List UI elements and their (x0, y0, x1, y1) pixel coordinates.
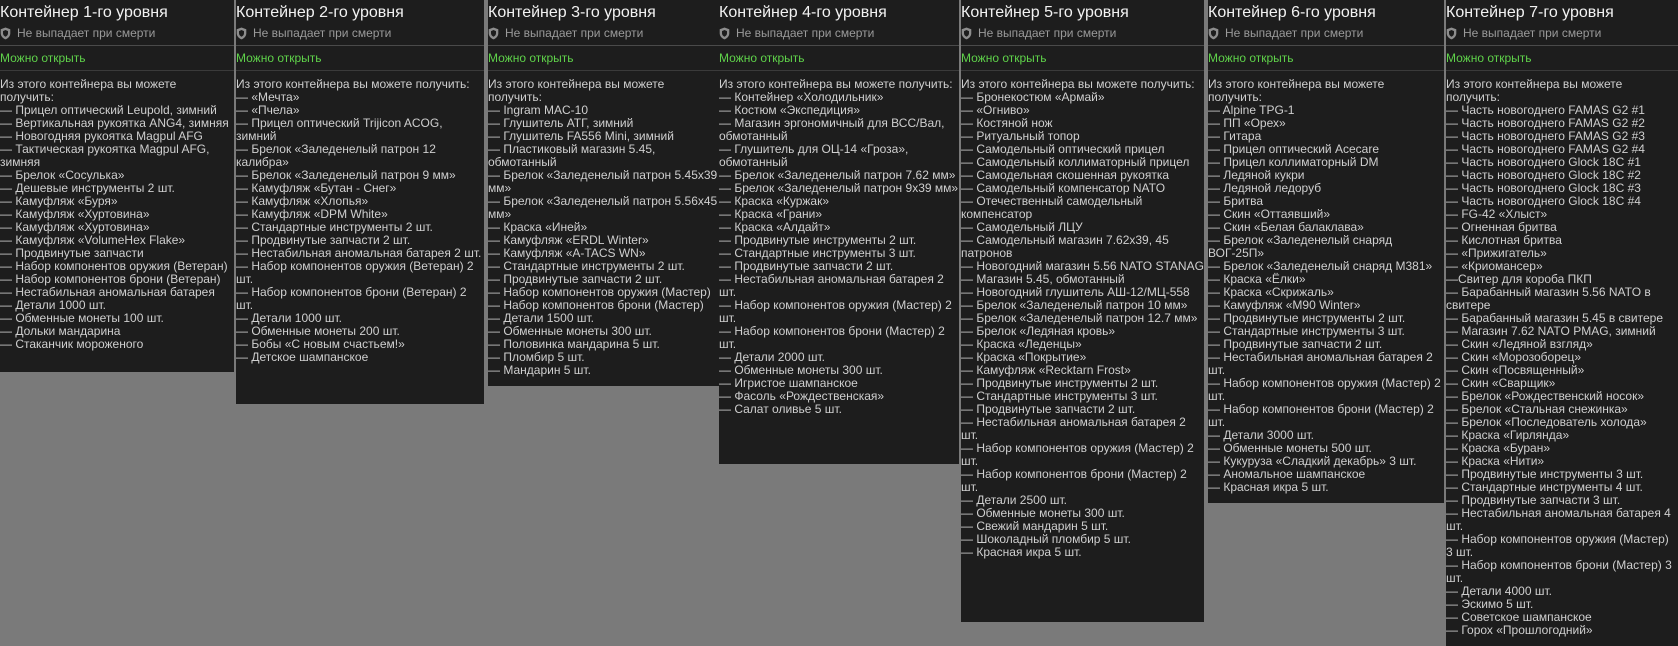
drop-list-item: — Советское шампанское (1446, 610, 1592, 624)
drop-list-item: — Обменные монеты 300 шт. (719, 363, 883, 377)
drop-list-item: — Костюм «Экспедиция» (719, 103, 860, 117)
drop-list-item: — Брелок «Заледенелый патрон 10 мм» (961, 298, 1188, 312)
open-status: Можно открыть (0, 51, 86, 65)
drop-list-item: — «Огниво» (961, 103, 1030, 117)
drop-list-item: — Самодельный ЛЦУ (961, 220, 1083, 234)
drop-list-item: — Продвинутые инструменты 3 шт. (1446, 467, 1644, 481)
drop-list-item: — Краска «Гирлянда» (1446, 428, 1570, 442)
drop-list-item: — Набор компонентов брони (Ветеран) (0, 272, 221, 286)
drop-list-item: — Скин «Посвященный» (1446, 363, 1585, 377)
drop-list-item: — Набор компонентов брони (Мастер) 2 шт. (719, 324, 945, 351)
drop-list-item: — Вертикальная рукоятка ANG4, зимняя (0, 116, 229, 130)
drop-list-item: — Краска «Куржак» (719, 194, 830, 208)
drop-list-item: — Камуфляж «A-TACS WN» (488, 246, 646, 260)
drop-list-item: — Магазин эргономичный для ВСС/Вал, обмотанный (719, 116, 945, 143)
drop-list-item: — Брелок «Сосулька» (0, 168, 125, 182)
open-status: Можно открыть (961, 51, 1047, 65)
drop-list-item: — Камуфляж «Хуртовина» (0, 220, 150, 234)
drop-list-item: — Продвинутые запчасти 2 шт. (488, 272, 663, 286)
tier-subtitle: Не выпадает при смерти (978, 26, 1117, 40)
drop-list-item: — «Криомансер» (1446, 259, 1543, 273)
drop-list-item: — Брелок «Заледенелый снаряд M381» (1208, 259, 1433, 273)
divider (488, 70, 720, 71)
drop-list-item: — Скин «Морозоборец» (1446, 350, 1582, 364)
tier-subtitle-row (488, 26, 720, 40)
drop-list (236, 91, 484, 364)
drop-list-item: — Пластиковый магазин 5.45, обмотанный (488, 142, 656, 169)
drop-list-item: — Скин «Ледяной взгляд» (1446, 337, 1593, 351)
drop-list-item: — Часть новогоднего Glock 18C #1 (1446, 155, 1641, 169)
drop-list-item: — Контейнер «Холодильник» (719, 90, 884, 104)
drops-description: Из этого контейнера вы можете получить: (1446, 77, 1623, 104)
drop-list-item: — Набор компонентов оружия (Мастер) 3 шт. (1446, 532, 1669, 559)
drop-list-item: — Прицел оптический Trijicon ACOG, зимний (236, 116, 443, 143)
drop-list-item: — Брелок «Заледенелый снаряд ВОГ-25П» (1208, 233, 1393, 260)
drops-description: Из этого контейнера вы можете получить: (1208, 77, 1385, 104)
drop-list-item: — Новогодняя рукоятка Magpul AFG (0, 129, 203, 143)
drop-list-item: — Краска «Буран» (1446, 441, 1550, 455)
drop-list-item: — Камуфляж «Хлопья» (236, 194, 369, 208)
divider (961, 70, 1204, 71)
drop-list (488, 104, 720, 377)
drop-list-item: — Обменные монеты 300 шт. (488, 324, 652, 338)
drop-list-item: — Камуфляж «ERDL Winter» (488, 233, 649, 247)
tier-subtitle-row (719, 26, 959, 40)
drop-list-item: — Ingram MAC-10 (488, 103, 589, 117)
drop-list-item: — Бритва (1208, 194, 1263, 208)
drop-list-item: — Продвинутые запчасти 2 шт. (1208, 337, 1383, 351)
drop-list-item: — Красная икра 5 шт. (1208, 480, 1329, 494)
drop-list-item: — Отечественный самодельный компенсатор (961, 194, 1143, 221)
drop-list-item: — Фасоль «Рождественская» (719, 389, 885, 403)
drops-description: Из этого контейнера вы можете получить: (719, 77, 953, 91)
shield-icon (1208, 27, 1219, 40)
drops-description: Из этого контейнера вы можете получить: (488, 77, 665, 104)
drop-list-item: — Краска «Скрижаль» (1208, 285, 1334, 299)
drop-list-item: — «Прижигатель» (1446, 246, 1547, 260)
drop-list-item: — Набор компонентов брони (Мастер) 2 шт. (1208, 402, 1434, 429)
drop-list-item: — Камуфляж «M90 Winter» (1208, 298, 1361, 312)
drop-list-item: — Самодельный магазин 7.62x39, 45 патронов (961, 233, 1169, 260)
drop-list-item: — Набор компонентов оружия (Ветеран) 2 шт. (236, 259, 474, 286)
drop-list-item: — Краска «Леденцы» (961, 337, 1082, 351)
drop-list-item: — Продвинутые запчасти 2 шт. (961, 402, 1136, 416)
open-status: Можно открыть (236, 51, 322, 65)
container-tier-2-panel (236, 0, 484, 404)
drop-list-item: — Стандартные инструменты 2 шт. (236, 220, 433, 234)
drop-list-item: — Обменные монеты 500 шт. (1208, 441, 1372, 455)
drop-list-item: — Свежий мандарин 5 шт. (961, 519, 1109, 533)
drop-list-item: — Скин «Белая балаклава» (1208, 220, 1364, 234)
drop-list-item: — Обменные монеты 100 шт. (0, 311, 164, 325)
drop-list-item: — Магазин 7.62 NATO PMAG, зимний (1446, 324, 1656, 338)
tier-subtitle-row (1208, 26, 1444, 40)
drop-list-item: — Пломбир 5 шт. (488, 350, 585, 364)
drop-list-item: — Брелок «Последователь холода» (1446, 415, 1647, 429)
tier-subtitle: Не выпадает при смерти (253, 26, 392, 40)
tier-subtitle-row (1446, 26, 1678, 40)
drop-list-item: — Краска «Покрытие» (961, 350, 1087, 364)
tier-title: Контейнер 2-го уровня (236, 4, 404, 21)
drop-list-item: — Прицел оптический Leupold, зимний (0, 103, 217, 117)
drop-list-item: — Alpine TPG-1 (1208, 103, 1295, 117)
drop-list-item: — Стандартные инструменты 3 шт. (719, 246, 916, 260)
drop-list-item: — Брелок «Рождественский носок» (1446, 389, 1645, 403)
drop-list-item: — Нестабильная аномальная батарея 4 шт. (1446, 506, 1671, 533)
drop-list-item: — Дешевые инструменты 2 шт. (0, 181, 175, 195)
tier-header (1446, 0, 1678, 40)
drop-list-item: — Прицел коллиматорный DM (1208, 155, 1379, 169)
tier-header (488, 0, 720, 40)
container-tier-6-panel (1208, 0, 1444, 503)
drop-list-item: — Нестабильная аномальная батарея 2 шт. (961, 415, 1186, 442)
drop-list-item: — Гитара (1208, 129, 1262, 143)
drop-list (719, 91, 959, 416)
drop-list-item: — Детали 1000 шт. (0, 298, 106, 312)
open-status: Можно открыть (488, 51, 574, 65)
tier-title: Контейнер 1-го уровня (0, 4, 168, 21)
drop-list-item: — Камуфляж «Хуртовина» (0, 207, 150, 221)
tier-header (961, 0, 1204, 40)
drop-list-item: — Продвинутые запчасти 3 шт. (1446, 493, 1621, 507)
open-status: Можно открыть (1446, 51, 1532, 65)
drop-list-item: — Обменные монеты 300 шт. (961, 506, 1125, 520)
drop-list-item: — Игристое шампанское (719, 376, 858, 390)
drop-list-item: — Детали 4000 шт. (1446, 584, 1552, 598)
drop-list-item: — Детали 2500 шт. (961, 493, 1067, 507)
shield-icon (236, 27, 247, 40)
divider (1208, 70, 1444, 71)
drop-list-item: — Красная икра 5 шт. (961, 545, 1082, 559)
drop-list-item: — Ритуальный топор (961, 129, 1080, 143)
drop-list-item: — Часть новогоднего Glock 18C #3 (1446, 181, 1641, 195)
drop-list-item: — Продвинутые запчасти (0, 246, 144, 260)
drop-list-item: — Стандартные инструменты 3 шт. (1208, 324, 1405, 338)
drop-list-item: — Половинка мандарина 5 шт. (488, 337, 660, 351)
open-status: Можно открыть (719, 51, 805, 65)
tier-title: Контейнер 6-го уровня (1208, 4, 1376, 21)
drop-list-item: — Кислотная бритва (1446, 233, 1562, 247)
drop-list-item: — Прицел оптический Acecare (1208, 142, 1379, 156)
drop-list-item: — Продвинутые инструменты 2 шт. (961, 376, 1159, 390)
drop-list-item: — Набор компонентов оружия (Мастер) 2 шт. (719, 298, 952, 325)
tier-subtitle-row (236, 26, 484, 40)
tier-subtitle: Не выпадает при смерти (17, 26, 156, 40)
drop-list-item: — Обменные монеты 200 шт. (236, 324, 400, 338)
drop-list-item: — Детали 1000 шт. (236, 311, 342, 325)
drop-list-item: — Самодельная скошенная рукоятка (961, 168, 1170, 182)
drop-list-item: — Барабанный магазин 5.56 NATO в свитере (1446, 285, 1651, 312)
drop-list-item: — Самодельный коллиматорный прицел (961, 155, 1190, 169)
tier-subtitle: Не выпадает при смерти (1463, 26, 1602, 40)
tier-header (1208, 0, 1444, 40)
drop-list-item: — Глушитель для ОЦ-14 «Гроза», обмотанный (719, 142, 909, 169)
drop-list-item: — Набор компонентов оружия (Мастер) (488, 285, 711, 299)
drop-list-item: — Набор компонентов брони (Мастер) 2 шт. (961, 467, 1187, 494)
drop-list-item: — Аномальное шампанское (1208, 467, 1366, 481)
drop-list-item: — Самодельный компенсатор NATO (961, 181, 1166, 195)
drop-list-item: — Нестабильная аномальная батарея 2 шт. (1208, 350, 1433, 377)
drop-list-item: — Кукуруза «Сладкий декабрь» 3 шт. (1208, 454, 1417, 468)
drop-list-item: — Брелок «Заледенелый патрон 12.7 мм» (961, 311, 1198, 325)
drop-list (961, 91, 1204, 559)
shield-icon (961, 27, 972, 40)
divider (1446, 70, 1678, 71)
drop-list-item: — Детали 1500 шт. (488, 311, 594, 325)
drop-list-item: — Дольки мандарина (0, 324, 121, 338)
drop-list-item: — Краска «Нити» (1446, 454, 1545, 468)
drop-list-item: — Продвинутые инструменты 2 шт. (719, 233, 917, 247)
container-tier-7-panel (1446, 0, 1678, 646)
drop-list-item: — Барабанный магазин 5.45 в свитере (1446, 311, 1664, 325)
drop-list-item: — Брелок «Заледенелый патрон 5.45x39 мм» (488, 168, 718, 195)
drop-list-item: — Брелок «Заледенелый патрон 9 мм» (236, 168, 456, 182)
container-tier-4-panel (719, 0, 959, 464)
drop-list-item: — Часть новогоднего FAMAS G2 #4 (1446, 142, 1645, 156)
drop-list-item: — Новогодний глушитель АШ-12/МЦ-558 (961, 285, 1190, 299)
tier-title: Контейнер 3-го уровня (488, 4, 656, 21)
drop-list-item: — Краска «Ёлки» (1208, 272, 1306, 286)
drop-list-item: — Скин «Оттаявший» (1208, 207, 1331, 221)
drop-list-item: — Мандарин 5 шт. (488, 363, 591, 377)
drops-description: Из этого контейнера вы можете получить: (236, 77, 470, 91)
drop-list-item: — Глушитель АТГ, зимний (488, 116, 634, 130)
drop-list-item: — Ледяной ледоруб (1208, 181, 1322, 195)
shield-icon (719, 27, 730, 40)
drop-list-item: — Детали 2000 шт. (719, 350, 825, 364)
tier-subtitle: Не выпадает при смерти (1225, 26, 1364, 40)
container-tier-3-panel (488, 0, 720, 386)
drop-list-item: — Брелок «Стальная снежинка» (1446, 402, 1628, 416)
drop-list-item: — Часть новогоднего Glock 18C #2 (1446, 168, 1641, 182)
drop-list-item: —Свитер для короба ПКП (1446, 272, 1592, 286)
drops-description: Из этого контейнера вы можете получить: (961, 77, 1195, 91)
drop-list-item: — Горох «Прошлогодний» (1446, 623, 1593, 637)
drop-list-item: — Часть новогоднего FAMAS G2 #2 (1446, 116, 1645, 130)
drop-list-item: — Огненная бритва (1446, 220, 1557, 234)
drop-list-item: — Бобы «С новым счастьем!» (236, 337, 405, 351)
drop-list-item: — Камуфляж «Буря» (0, 194, 118, 208)
drop-list-item: — Брелок «Заледенелый патрон 5.56x45 мм» (488, 194, 718, 221)
drop-list-item: — Брелок «Заледенелый патрон 9x39 мм» (719, 181, 959, 195)
drop-list-item: — Костяной нож (961, 116, 1053, 130)
divider (719, 70, 959, 71)
drop-list-item: — Бронекостюм «Армай» (961, 90, 1105, 104)
drop-list-item: — Камуфляж «VolumeHex Flake» (0, 233, 186, 247)
drop-list-item: — Брелок «Заледенелый патрон 12 калибра» (236, 142, 436, 169)
drop-list-item: — Краска «Иней» (488, 220, 588, 234)
drop-list-item: — Детское шампанское (236, 350, 369, 364)
drop-list-item: — Набор компонентов брони (Ветеран) 2 шт. (236, 285, 467, 312)
drop-list-item: — Скин «Сварщик» (1446, 376, 1556, 390)
drop-list-item: — Стаканчик мороженого (0, 337, 144, 351)
drop-list-item: — Шоколадный пломбир 5 шт. (961, 532, 1131, 546)
drop-list-item: — Продвинутые запчасти 2 шт. (236, 233, 411, 247)
drop-list-item: — Набор компонентов оружия (Мастер) 2 шт. (961, 441, 1194, 468)
tier-title: Контейнер 7-го уровня (1446, 4, 1614, 21)
tier-header (0, 0, 234, 40)
drops-description: Из этого контейнера вы можете получить: (0, 77, 177, 104)
drop-list-item: — Брелок «Заледенелый патрон 7.62 мм» (719, 168, 956, 182)
drop-list-item: — Нестабильная аномальная батарея 2 шт. (719, 272, 944, 299)
tier-title: Контейнер 5-го уровня (961, 4, 1129, 21)
drop-list-item: — Самодельный оптический прицел (961, 142, 1165, 156)
tier-subtitle-row (0, 26, 234, 40)
drop-list-item: — Набор компонентов оружия (Ветеран) (0, 259, 228, 273)
shield-icon (488, 27, 499, 40)
drop-list-item: — Камуфляж «DPM White» (236, 207, 388, 221)
drop-list-item: — Часть новогоднего Glock 18C #4 (1446, 194, 1641, 208)
drop-list-item: — Эскимо 5 шт. (1446, 597, 1534, 611)
drop-list-item: — Стандартные инструменты 2 шт. (488, 259, 685, 273)
drop-list-item: — Стандартные инструменты 3 шт. (961, 389, 1158, 403)
drop-list-item: — Ледяной кукри (1208, 168, 1305, 182)
drop-list-item: — Новогодний магазин 5.56 NATO STANAG (961, 259, 1204, 273)
drop-list-item: — Детали 3000 шт. (1208, 428, 1314, 442)
drop-list-item: — Камуфляж «Recktarn Frost» (961, 363, 1131, 377)
drop-list-item: — «Пчела» (236, 103, 300, 117)
tier-header (236, 0, 484, 40)
drop-list-item: — Продвинутые инструменты 2 шт. (1208, 311, 1406, 325)
drop-list-item: — «Мечта» (236, 90, 300, 104)
shield-icon (1446, 27, 1457, 40)
drop-list-item: — Нестабильная аномальная батарея (0, 285, 215, 299)
drop-list-item: — Набор компонентов оружия (Мастер) 2 шт. (1208, 376, 1441, 403)
drop-list-item: — Салат оливье 5 шт. (719, 402, 842, 416)
drop-list (1208, 104, 1444, 494)
drop-list-item: — Нестабильная аномальная батарея 2 шт. (236, 246, 482, 260)
tier-header (719, 0, 959, 40)
drop-list-item: — Продвинутые запчасти 2 шт. (719, 259, 894, 273)
drop-list-item: — Краска «Грани» (719, 207, 823, 221)
drop-list-item: — Набор компонентов брони (Мастер) 3 шт. (1446, 558, 1672, 585)
container-tier-1-panel (0, 0, 234, 372)
divider (0, 70, 234, 71)
drop-list (1446, 104, 1678, 637)
drop-list-item: — Брелок «Ледяная кровь» (961, 324, 1116, 338)
drop-list-item: — Магазин 5.45, обмотанный (961, 272, 1125, 286)
drop-list-item: — ПП «Орех» (1208, 116, 1286, 130)
container-tier-5-panel (961, 0, 1204, 622)
tier-subtitle: Не выпадает при смерти (736, 26, 875, 40)
drop-list-item: — Глушитель FA556 Mini, зимний (488, 129, 674, 143)
shield-icon (0, 27, 11, 40)
drop-list-item: — Часть новогоднего FAMAS G2 #1 (1446, 103, 1645, 117)
drop-list-item: — Набор компонентов брони (Мастер) (488, 298, 704, 312)
drop-list-item: — Стандартные инструменты 4 шт. (1446, 480, 1643, 494)
drop-list-item: — Часть новогоднего FAMAS G2 #3 (1446, 129, 1645, 143)
drop-list (0, 104, 234, 351)
tier-subtitle-row (961, 26, 1204, 40)
tier-title: Контейнер 4-го уровня (719, 4, 887, 21)
divider (236, 70, 484, 71)
drop-list-item: — Камуфляж «Бутан - Снег» (236, 181, 397, 195)
drop-list-item: — Тактическая рукоятка Magpul AFG, зимняя (0, 142, 210, 169)
drop-list-item: — FG-42 «Хлыст» (1446, 207, 1548, 221)
drop-list-item: — Краска «Алдайт» (719, 220, 831, 234)
open-status: Можно открыть (1208, 51, 1294, 65)
tier-subtitle: Не выпадает при смерти (505, 26, 644, 40)
